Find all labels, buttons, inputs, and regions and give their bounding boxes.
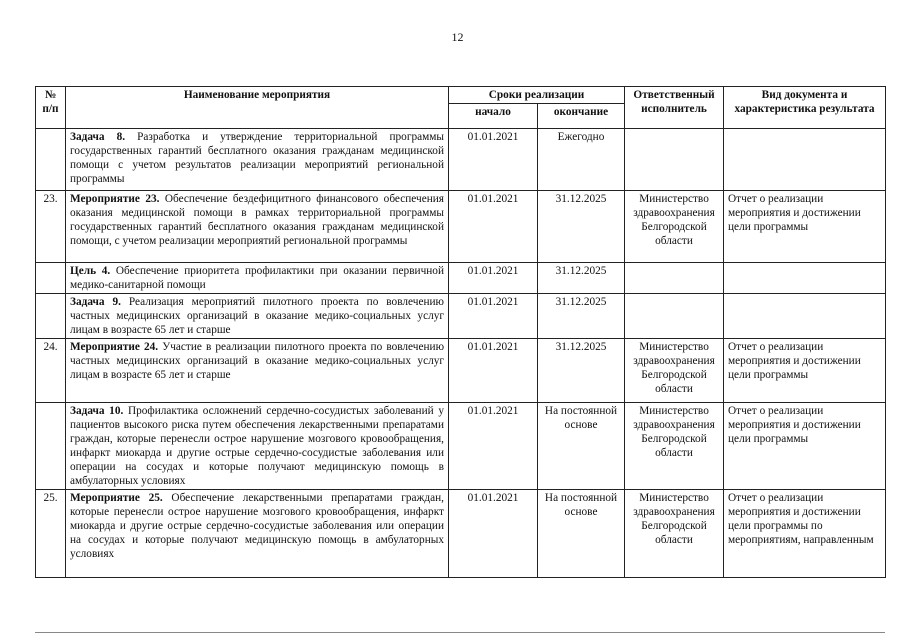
table-row (36, 403, 886, 490)
activity-text: Разработка и утверждение территориальной программы государственных гарантий бесплатного оказания гражданам медицинской помощи с учетом результатов реализации мероприятий региональной программы (70, 131, 445, 185)
table-row (36, 129, 886, 191)
activity-text: Участие в реализации пилотного проекта по вовлечению частных медицинских организаций в оказание медико-социальных услуг лицам в возрасте 65 лет и старше (70, 341, 445, 381)
table-body (36, 129, 886, 578)
table-row (36, 191, 886, 263)
executor (625, 129, 724, 191)
row-number (36, 294, 66, 339)
activity-name (66, 490, 449, 578)
start-date: 01.01.2021 (449, 191, 538, 263)
activity-label: Задача 8. (70, 131, 126, 143)
activity-label: Мероприятие 23. (70, 193, 160, 205)
activity-text: Обеспечение бездефицитного финансового обеспечения оказания медицинской помощи в рамках территориальной программы государственных гарантий бесплатного оказания гражданам медицинской помощи, с учетом реализации мероприятий региональной программы (70, 193, 444, 247)
executor (625, 263, 724, 294)
document-type (724, 129, 886, 191)
header-row (36, 87, 886, 104)
activity-name (66, 339, 449, 403)
end-date: 31.12.2025 (538, 294, 625, 339)
document-type (724, 294, 886, 339)
start-date: 01.01.2021 (449, 403, 538, 490)
activity-label: Задача 10. (70, 405, 124, 417)
activity-label: Мероприятие 25. (70, 492, 163, 504)
activity-label: Цель 4. (70, 265, 111, 277)
activity-name (66, 403, 449, 490)
start-date: 01.01.2021 (449, 339, 538, 403)
table-row (36, 263, 886, 294)
activity-label: Задача 9. (70, 296, 121, 308)
row-number: 24. (36, 339, 66, 403)
activity-label: Мероприятие 24. (70, 341, 159, 353)
table-row (36, 339, 886, 403)
executor: Министерство здравоохранения Белгородской области (625, 339, 724, 403)
document-type: Отчет о реализации мероприятия и достижении цели программы по мероприятиям, направленным (724, 490, 886, 578)
header-num: № п/п (36, 87, 66, 129)
activity-text: Профилактика осложнений сердечно-сосудистых заболеваний у пациентов высокого риска путем обеспечения лекарственными препаратами граждан, которые перенесли острое нарушение мозгового кровообращения, инфаркт миокарда и другие острые сердечно-сосудистые заболевания или операции на сосудах и которые получают медицинскую помощь в амбулаторных условиях (70, 405, 444, 487)
row-number: 23. (36, 191, 66, 263)
header-start: начало (449, 104, 538, 129)
end-date: 31.12.2025 (538, 263, 625, 294)
document-type: Отчет о реализации мероприятия и достижении цели программы (724, 191, 886, 263)
activity-name (66, 129, 449, 191)
executor: Министерство здравоохранения Белгородской области (625, 490, 724, 578)
header-period: Сроки реализации (449, 87, 625, 104)
header-name: Наименование мероприятия (66, 87, 449, 129)
row-number: 25. (36, 490, 66, 578)
activities-table (35, 86, 886, 578)
activity-text: Обеспечение лекарственными препаратами граждан, которые перенесли острое нарушение мозгового кровообращения, инфаркт миокарда и другие острые сердечно-сосудистые заболевания или операции на сосудах и которые получают медицинскую помощь в амбулаторных условиях (70, 492, 444, 560)
activity-name (66, 294, 449, 339)
end-date: 31.12.2025 (538, 191, 625, 263)
row-number (36, 403, 66, 490)
header-end: окончание (538, 104, 625, 129)
end-date: Ежегодно (538, 129, 625, 191)
header-executor: Ответственный исполнитель (625, 87, 724, 129)
table-row (36, 294, 886, 339)
row-number (36, 263, 66, 294)
activity-text: Обеспечение приоритета профилактики при оказании первичной медико-санитарной помощи (70, 265, 444, 291)
document-type: Отчет о реализации мероприятия и достижении цели программы (724, 339, 886, 403)
start-date: 01.01.2021 (449, 294, 538, 339)
executor: Министерство здравоохранения Белгородской области (625, 403, 724, 490)
start-date: 01.01.2021 (449, 129, 538, 191)
footer-divider (35, 632, 885, 633)
activity-text: Реализация мероприятий пилотного проекта по вовлечению частных медицинских организаций в оказание медико-социальных услуг лицам в возрасте 65 лет и старше (70, 296, 444, 336)
end-date: На постоянной основе (538, 490, 625, 578)
end-date: На постоянной основе (538, 403, 625, 490)
end-date: 31.12.2025 (538, 339, 625, 403)
executor (625, 294, 724, 339)
document-type: Отчет о реализации мероприятия и достижении цели программы (724, 403, 886, 490)
executor: Министерство здравоохранения Белгородской области (625, 191, 724, 263)
activity-name (66, 191, 449, 263)
document-type (724, 263, 886, 294)
start-date: 01.01.2021 (449, 490, 538, 578)
page-number: 12 (451, 30, 464, 44)
start-date: 01.01.2021 (449, 263, 538, 294)
activity-name (66, 263, 449, 294)
table-row (36, 490, 886, 578)
header-document: Вид документа и характеристика результата (724, 87, 886, 129)
row-number (36, 129, 66, 191)
